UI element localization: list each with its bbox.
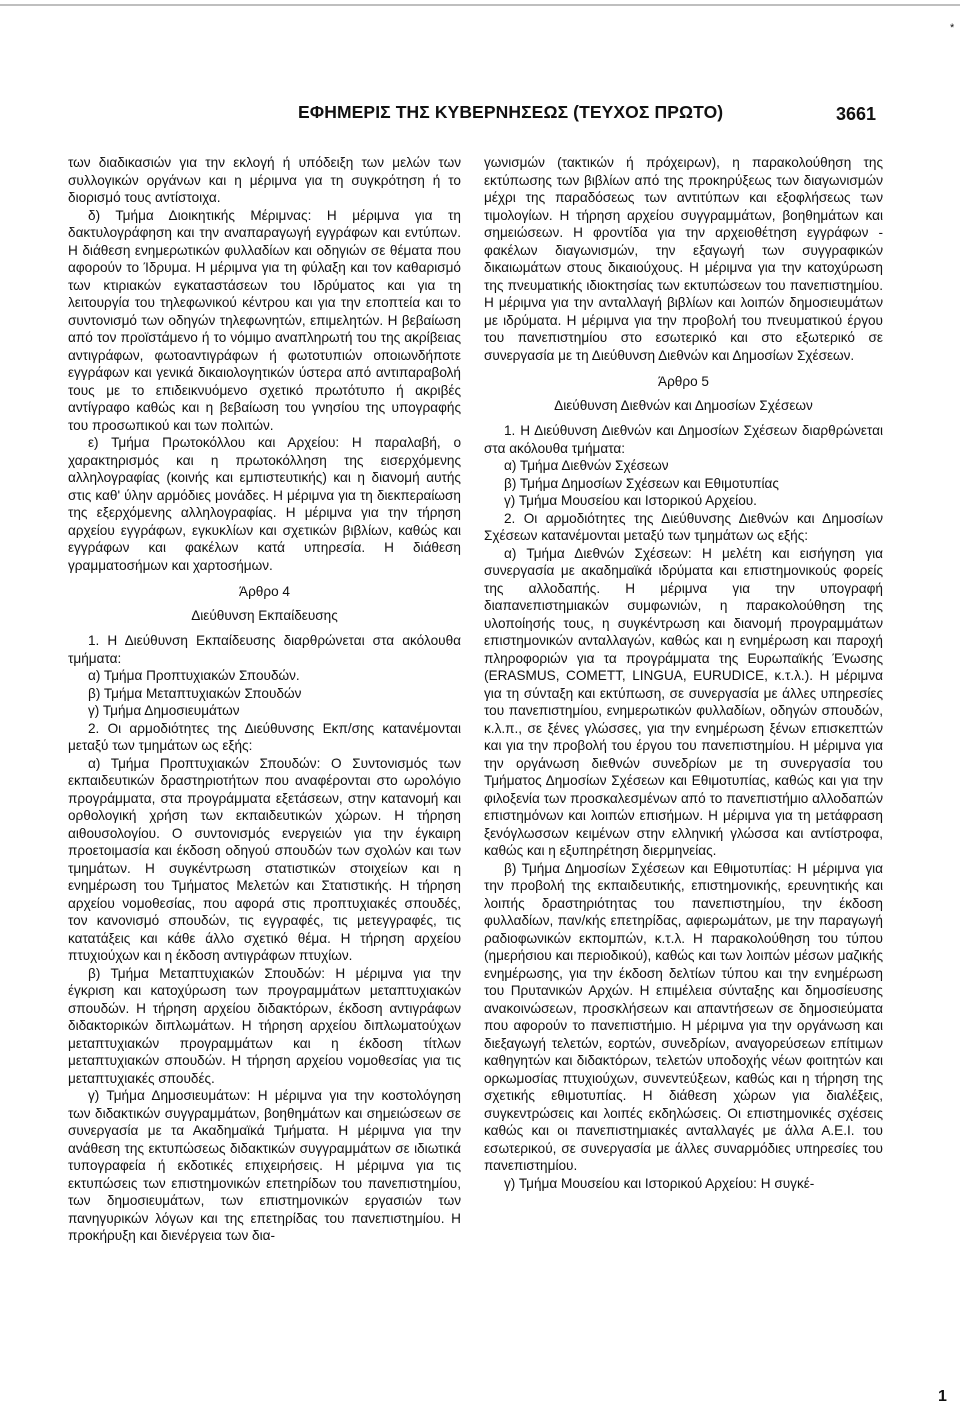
paragraph: 2. Οι αρμοδιότητες της Διεύθυνσης Εκπ/σης κατανέμονται μεταξύ των τμημάτων ως εξής: xyxy=(68,720,461,753)
right-column xyxy=(484,154,883,1192)
paragraph: α) Τμήμα Διεθνών Σχέσεων: Η μελέτη και εισήγηση για συνεργασία με ακαδημαϊκά ιδρύματα και επιστημονικούς φορείς της αλλοδαπής. Η μέριμνα για την υπογραφή διαπανεπιστημιακών συμφωνιών, η παρακολούθηση της υλοποίησής τους, η συγκέντρωση και διανομή προγραμμάτων επιστημονικών ανταλλαγών, καθώς και η ενημέρωση και παροχή πληροφοριών για τα προγράμματα της Ευρωπαϊκής Ένωσης (ERASMUS, COMETT, LINGUA, EURUDICE, κ.τ.λ.). Η μέριμνα για τη σύνταξη και εκτύπωση, σε συνεργασία με άλλες υπηρεσίες του πανεπιστημίου, ενημερωτικών φυλλαδίων, οδηγών σπουδών, κ.λ.π., σε ξένες γλώσσες, για την ενημέρωση ξένων επισκεπτών και για την προβολή του έργου του πανεπιστημίου. Η μέριμνα για την οργάνωση διεθνών συνεδρίων με τη συνεργασία του Τμήματος Δημοσίων Σχέσεων και Εθιμοτυπίας, καθώς και για την φιλοξενία των προσκαλεσμένων από το πανεπιστήμιο αλλοδαπών επιστημόνων και λοιπών επισήμων. Η μέριμνα για τη μετάφραση ξενόγλωσσων κειμένων στην ελληνική γλώσσα και αντίστροφα, καθώς και η εξυπηρέτηση διερμηνείας. xyxy=(484,545,883,858)
article-heading: Άρθρο 5 xyxy=(658,374,709,389)
corner-mark: * xyxy=(950,22,955,34)
paragraph: β) Τμήμα Μεταπτυχιακών Σπουδών: Η μέριμνα για την έγκριση και κατοχύρωση των προγραμμάτων μεταπτυχιακών σπουδών. Η τήρηση αρχείου διδακτόρων, έκδοση αντιγράφων διδακτορικών διπλωμάτων. Η τήρηση αρχείου διπλωματούχων μεταπτυχιακών προγραμμάτων και η έκδοση τίτλων μεταπτυχιακών σπουδών. Η τήρηση αρχείου νομοθεσίας για τις μεταπτυχιακές σπουδές. xyxy=(68,965,461,1086)
scan-top-edge xyxy=(0,4,960,6)
paragraph: 1. Η Διεύθυνση Διεθνών και Δημοσίων Σχέσεων διαρθρώνεται στα ακόλουθα τμήματα: xyxy=(484,423,883,456)
paragraph: β) Τμήμα Δημοσίων Σχέσεων και Εθιμοτυπίας: Η μέριμνα για την προβολή της εκπαιδευτικής, επιστημονικής, ερευνητικής και λοιπής δραστηριότητας του πανεπιστημίου, την έκδοση φυλλαδίων, παν/κής επετηρίδας, αφιερωμάτων, με την παραγωγή ραδιοφωνικών εκπομπών, κ.τ.λ. Η παρακολούθηση του τύπου (ημερήσιου και περιοδικού), καθώς και των λοιπών μέσων μαζικής ενημέρωσης, για την έκδοση δελτίων τύπου και την ενημέρωση του Πρυτανικών Αρχών. Η επιμέλεια σύνταξης και δημοσίευσης ανακοινώσεων, προσκλήσεων και απαντήσεων σε δημοσιεύματα που αφορούν το πανεπιστήμιο. Η μέριμνα για την οργάνωση και διεξαγωγή τελετών, εορτών, συνεδρίων, αναγορεύσεων επίτιμων καθηγητών και διδακτόρων, τελετών υποδοχής νέων φοιτητών και ορκωμοσίας πτυχιούχων, συνεντεύξεων, καθώς και η τήρηση της σχετικής εθιμοτυπίας. Η διάθεση χώρων για διαλέξεις, συγκεντρώσεις και λοιπές εκδηλώσεις. Οι επιστημονικές σχέσεις καθώς και οι πανεπιστημιακές ανταλλαγές με άλλα Α.Ε.Ι. του εσωτερικού, σε συνεργασία με άλλες συναρμόδιες υπηρεσίες του πανεπιστημίου. xyxy=(484,860,883,1173)
page-number: 3661 xyxy=(836,104,877,124)
paragraph: 1. Η Διεύθυνση Εκπαίδευσης διαρθρώνεται στα ακόλουθα τμήματα: xyxy=(68,633,461,666)
paragraph: δ) Τμήμα Διοικητικής Μέριμνας: Η μέριμνα για τη δακτυλογράφηση και την αναπαραγωγή εγγράφων και εντύπων. Η διάθεση ενημερωτικών φυλλαδίων και οδηγιών σε θέματα που αφορούν το Ίδρυμα. Η μέριμνα για τη φύλαξη και τον καθαρισμό των κτιριακών εγκαταστάσεων του Ιδρύματος και για τη λειτουργία του τηλεφωνικού κέντρου και για την εποπτεία και το συντονισμό των οδηγών τηλεφωνητών, επιμελητών. Η βεβαίωση από τον προϊστάμενο ή το νόμιμο αναπληρωτή του της ακρίβειας αντιγράφων, φωτοαντιγράφων ή φωτοτυπιών οποιωνδήποτε εγγράφων και γενικά δικαιολογητικών ύστερα από αντιπαραβολή τους με το επιδεικνυόμενο σχετικό πρωτότυπο ή ακριβές αντίγραφο καθώς και η βεβαίωση του γνησίου της υπογραφής του προσωπικού και των πολιτών. xyxy=(68,207,461,433)
list-item: β) Τμήμα Δημοσίων Σχέσεων και Εθιμοτυπίας xyxy=(504,475,779,491)
list-item: β) Τμήμα Μεταπτυχιακών Σπουδών xyxy=(88,685,302,701)
paragraph: γωνισμών (τακτικών ή πρόχειρων), η παρακολούθηση της εκτύπωσης των βιβλίων από της προκηρύξεως των διαγωνισμών μέχρι της παραδόσεως των αντιτύπων και εξοφλήσεως των τιμολογίων. Η τήρηση αρχείου συγγραμμάτων, βοηθημάτων και σημειώσεων. Η φροντίδα για την αρχειοθέτηση εγγράφων - φακέλων διαγωνισμών, την εξαγωγή των συγγραφικών δικαιωμάτων στους δικαιούχους. Η μέριμνα για την κατοχύρωση της πνευματικής ιδιοκτησίας των εκτυπώσεων του πανεπιστημίου. Η μέριμνα για την ανταλλαγή βιβλίων και λοιπών δημοσιευμάτων με ιδρύματα. Η μέριμνα για την προβολή του πνευματικού έργου του πανεπιστημίου στο εσωτερικό και στο εξωτερικό σε συνεργασία με τη Διεύθυνση Διεθνών και Δημοσίων Σχέσεων. xyxy=(484,155,883,363)
list-item: γ) Τμήμα Μουσείου και Ιστορικού Αρχείου. xyxy=(504,493,757,508)
paragraph: ε) Τμήμα Πρωτοκόλλου και Αρχείου: Η παραλαβή, ο χαρακτηρισμός και η πρωτοκόλληση της εισερχόμενης αλληλογραφίας (κοινής και εμπιστευτικής) και η διανομή αυτής στις καθ' ύλην αρμόδιες μονάδες. Η μέριμνα για τη διεκπεραίωση της εξερχόμενης αλληλογραφίας. Η μέριμνα για την τήρηση αρχείου εγγράφων, εγκυκλίων και σχετικών βιβλίων, καθώς και εγγράφων και φακέλων κατά υπηρεσία. Η διάθεση γραμματοσήμων και χαρτοσήμων. xyxy=(68,435,461,573)
list-item: α) Τμήμα Διεθνών Σχέσεων xyxy=(504,458,669,473)
list-item: γ) Τμήμα Δημοσιευμάτων xyxy=(88,703,240,718)
paragraph: γ) Τμήμα Δημοσιευμάτων: Η μέριμνα για την κοστολόγηση των διδακτικών συγγραμμάτων, βοηθημάτων και σημειώσεων σε συνεργασία με τα Ακαδημαϊκά Τμήματα. Η μέριμνα για την ανάθεση της εκτυπώσεως διδακτικών συγγραμμάτων σε ιδιωτικά τυπογραφεία ή εκδοτικές επιχειρήσεις. Η μέριμνα για τις εκτυπώσεις των επιστημονικών επετηρίδων του πανεπιστημίου, των δημοσιευμάτων, των επιστημονικών εργασιών των πανηγυρικών λόγων και της επετηρίδας του πανεπιστημίου. Η προκήρυξη και διενέργεια των δια- xyxy=(68,1088,461,1243)
paragraph: γ) Τμήμα Μουσείου και Ιστορικού Αρχείου: Η συγκέ- xyxy=(504,1175,815,1191)
left-column xyxy=(68,154,461,1245)
paragraph: των διαδικασιών για την εκλογή ή υπόδειξη των μελών των συλλογικών οργάνων και η μέριμνα για τη συγκρότηση ή το διορισμό τους αντίστοιχα. xyxy=(68,155,461,205)
gazette-title: ΕΦΗΜΕΡΙΣ ΤΗΣ ΚΥΒΕΡΝΗΣΕΩΣ (ΤΕΥΧΟΣ ΠΡΩΤΟ) xyxy=(298,102,724,122)
article-title: Διεύθυνση Εκπαίδευσης xyxy=(191,607,338,623)
paragraph: α) Τμήμα Προπτυχιακών Σπουδών: Ο Συντονισμός των εκπαιδευτικών δραστηριοτήτων που αναφέρονται στο ωρολόγιο προγράμματα, στα προγράμματα εξετάσεων, στην κατανομή και ορθολογική χρήση των εκπαιδευτικών χώρων. Η τήρηση αιθουσολογίου. Ο συντονισμός ενεργειών για την έγκαιρη προετοιμασία και έκδοση οδηγού σπουδών των σχολών και των τμημάτων. Η συγκέντρωση στατιστικών στοιχείων και η ενημέρωση του Τμήματος Μελετών και Στατιστικής. Η τήρηση αρχείου νομοθεσίας, που αφορά στις προπτυχιακές σπουδές, τον κανονισμό σπουδών, τις εγγραφές, τις μετεγγραφές, τις κατατάξεις και κάθε άλλο σχετικό θέμα. Η τήρηση αρχείου πτυχιούχων και η έκδοση αντιγράφων πτυχίων. xyxy=(68,755,461,963)
paragraph: 2. Οι αρμοδιότητες της Διεύθυνσης Διεθνών και Δημοσίων Σχέσεων κατανέμονται μεταξύ των τμημάτων ως εξής: xyxy=(484,510,883,543)
article-title: Διεύθυνση Διεθνών και Δημοσίων Σχέσεων xyxy=(554,397,813,413)
margin-mark: 1 xyxy=(938,1388,947,1405)
list-item: α) Τμήμα Προπτυχιακών Σπουδών. xyxy=(88,668,300,683)
article-heading: Άρθρο 4 xyxy=(239,584,290,599)
page-header xyxy=(0,96,960,136)
